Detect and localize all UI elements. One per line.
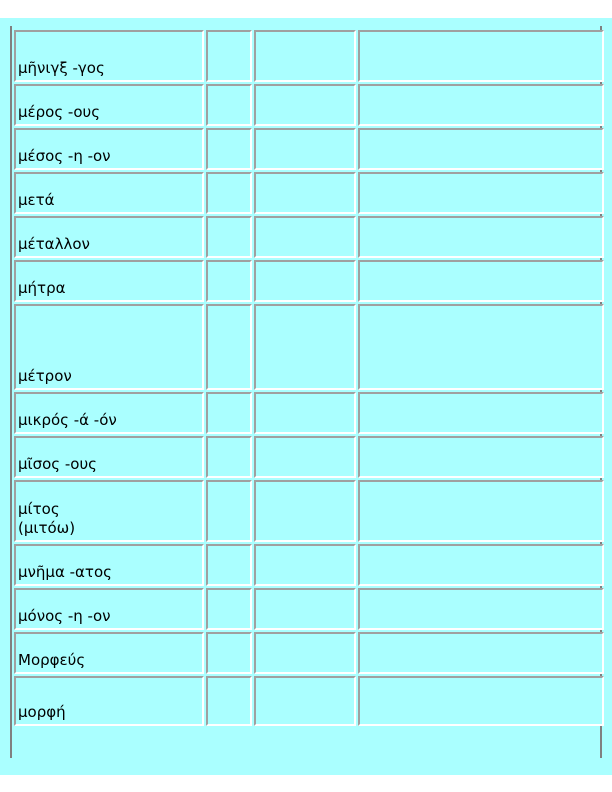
term-text: μίτος — [18, 500, 60, 518]
empty-cell-4 — [358, 304, 604, 390]
table-row — [14, 172, 604, 214]
empty-cell-2 — [206, 172, 252, 214]
term-text: μέταλλον — [18, 235, 90, 253]
empty-cell-3 — [254, 632, 356, 674]
table-row — [14, 304, 604, 390]
table-row — [14, 260, 604, 302]
empty-cell-4 — [358, 84, 604, 126]
table-row — [14, 632, 604, 674]
empty-cell-3 — [254, 30, 356, 82]
page-background — [0, 18, 612, 775]
term-cell — [14, 392, 204, 434]
table-row — [14, 392, 604, 434]
term-cell — [14, 588, 204, 630]
empty-cell-2 — [206, 30, 252, 82]
empty-cell-3 — [254, 172, 356, 214]
term-text: μέτρον — [18, 367, 72, 385]
table-row — [14, 128, 604, 170]
table-row — [14, 216, 604, 258]
table-row — [14, 544, 604, 586]
term-text: μικρός -ά -όν — [18, 411, 117, 429]
vocabulary-table — [12, 28, 606, 728]
empty-cell-3 — [254, 392, 356, 434]
empty-cell-2 — [206, 392, 252, 434]
table-row — [14, 436, 604, 478]
term-text: μέσος -η -ον — [18, 147, 111, 165]
term-text: μνῆμα -ατος — [18, 563, 112, 581]
empty-cell-3 — [254, 480, 356, 542]
term-cell — [14, 30, 204, 82]
empty-cell-2 — [206, 128, 252, 170]
term-cell — [14, 480, 204, 542]
term-cell — [14, 544, 204, 586]
term-cell — [14, 632, 204, 674]
empty-cell-4 — [358, 172, 604, 214]
empty-cell-4 — [358, 632, 604, 674]
term-cell — [14, 304, 204, 390]
table-row — [14, 588, 604, 630]
term-text: μόνος -η -ον — [18, 607, 111, 625]
term-text-line2: (μιτόω) — [18, 519, 76, 537]
empty-cell-4 — [358, 128, 604, 170]
term-text: μῖσος -ους — [18, 455, 97, 473]
empty-cell-4 — [358, 260, 604, 302]
term-text: μορφή — [18, 703, 66, 721]
empty-cell-2 — [206, 676, 252, 726]
empty-cell-3 — [254, 676, 356, 726]
empty-cell-3 — [254, 544, 356, 586]
term-cell — [14, 172, 204, 214]
empty-cell-4 — [358, 30, 604, 82]
table-row — [14, 676, 604, 726]
empty-cell-2 — [206, 216, 252, 258]
term-text: μέρος -ους — [18, 103, 100, 121]
empty-cell-2 — [206, 588, 252, 630]
empty-cell-3 — [254, 304, 356, 390]
term-cell — [14, 84, 204, 126]
empty-cell-4 — [358, 588, 604, 630]
empty-cell-3 — [254, 128, 356, 170]
table-row — [14, 84, 604, 126]
table-row — [14, 30, 604, 82]
empty-cell-2 — [206, 84, 252, 126]
term-text: μετά — [18, 191, 55, 209]
empty-cell-2 — [206, 480, 252, 542]
empty-cell-2 — [206, 304, 252, 390]
term-text: μήτρα — [18, 279, 66, 297]
term-cell — [14, 128, 204, 170]
term-cell — [14, 216, 204, 258]
empty-cell-3 — [254, 216, 356, 258]
empty-cell-3 — [254, 260, 356, 302]
table-row — [14, 480, 604, 542]
empty-cell-2 — [206, 260, 252, 302]
empty-cell-3 — [254, 84, 356, 126]
empty-cell-4 — [358, 676, 604, 726]
empty-cell-4 — [358, 392, 604, 434]
empty-cell-3 — [254, 436, 356, 478]
empty-cell-4 — [358, 436, 604, 478]
empty-cell-4 — [358, 544, 604, 586]
empty-cell-2 — [206, 632, 252, 674]
term-cell — [14, 260, 204, 302]
term-cell — [14, 676, 204, 726]
empty-cell-4 — [358, 480, 604, 542]
empty-cell-4 — [358, 216, 604, 258]
term-cell — [14, 436, 204, 478]
term-text: μῆνιγξ -γος — [18, 59, 105, 77]
empty-cell-3 — [254, 588, 356, 630]
empty-cell-2 — [206, 436, 252, 478]
empty-cell-2 — [206, 544, 252, 586]
term-text: Μορφεύς — [18, 651, 86, 669]
